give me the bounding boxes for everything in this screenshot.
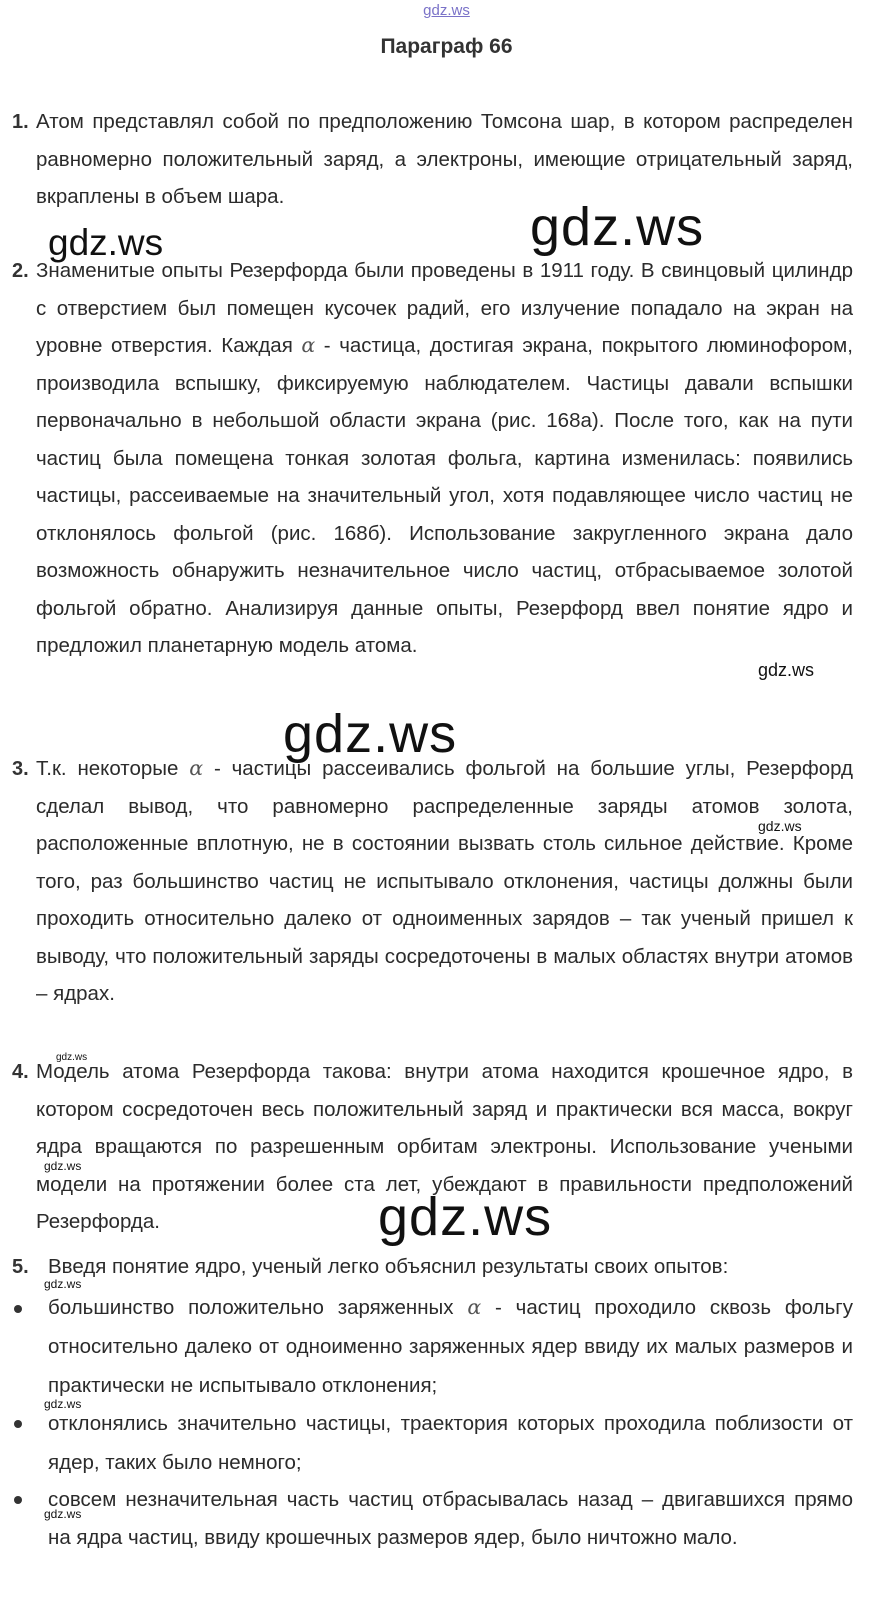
watermark-tiny: gdz.ws — [44, 1507, 82, 1521]
watermark-tiny: gdz.ws — [44, 1159, 82, 1173]
alpha-symbol: α — [467, 1295, 482, 1319]
item-text-2a: Знаменитые опыты Резерфорда были проведены в 1911 году. В свинцовый цилиндр с отверстием был помещен кусочек радий, его излучение попадало на экран на уровне отверстия. Каждая — [36, 259, 853, 357]
top-watermark: gdz.ws — [423, 2, 470, 19]
item-text-2 — [36, 252, 853, 665]
alpha-symbol: α — [301, 333, 316, 357]
item-text-1: Атом представлял собой по предположению Томсона шар, в котором распределен равномерно положительный заряд, а электроны, имеющие отрицательный заряд, вкраплены в объем шара. — [36, 110, 853, 208]
item-number-4: 4. — [12, 1061, 29, 1083]
item-text-4: Модель атома Резерфорда такова: внутри атома находится крошечное ядро, в котором сосредоточен весь положительный заряд и практически вся масса, вокруг ядра вращаются по разрешенным орбитам электроны. Использование учеными модели на протяжении более ста лет, убеждают в правильности предположений Резерфорда. — [36, 1060, 853, 1233]
bullet-text-1 — [48, 1288, 853, 1405]
item-number-5: 5. — [12, 1256, 29, 1278]
item-text-3b: - частицы рассеивались фольгой на большие углы, Резерфорд сделал вывод, что равномерно распределенные заряды атомов золота, расположенные вплотную, не в состоянии вызвать столь сильное действие. Кроме того, раз большинство частиц не испытывало отклонения, частицы должны были проходить относительно далеко от одноименных зарядов – так ученый пришел к выводу, что положительный заряды сосредоточены в малых областях внутри атомов – ядрах. — [36, 757, 854, 1005]
alpha-symbol: α — [189, 756, 204, 780]
bullet-text-2: отклонялись значительно частицы, траектория которых проходила поблизости от ядер, таких было немного; — [48, 1412, 853, 1474]
bullet-dot — [14, 1496, 22, 1504]
watermark-large: gdz.ws — [530, 197, 705, 257]
page-title: Параграф 66 — [380, 35, 513, 58]
item-text-3 — [36, 750, 853, 1013]
item-text-5: Введя понятие ядро, ученый легко объяснил результаты своих опытов: — [48, 1255, 729, 1278]
item-text-3a: Т.к. некоторые — [36, 757, 179, 780]
item-text-2b: - частица, достигая экрана, покрытого люминофором, производила вспышку, фиксируемую наблюдателем. Частицы давали вспышки первоначально в небольшой области экрана (рис. 168а). После того, как на пути частиц была помещена тонкая золотая фольга, картина изменилась: появились частицы, рассеиваемые на значительный угол, хотя подавляющее число частиц не отклонялось фольгой (рис. 168б). Использование закругленного экрана дало возможность обнаружить незначительное число частиц, отбрасываемое золотой фольгой обратно. Анализируя данные опыты, Резерфорд ввел понятие ядро и предложил планетарную модель атома. — [36, 334, 853, 657]
watermark-tiny: gdz.ws — [56, 1052, 88, 1063]
bullet-text-1a: большинство положительно заряженных — [48, 1296, 454, 1319]
bullet-dot — [14, 1420, 22, 1428]
watermark-medium: gdz.ws — [48, 222, 164, 263]
bullet-text-1b: - частиц проходило сквозь фольгу относительно далеко от одноименно заряженных ядер ввиду их малых размеров и практически не испытывало отклонения; — [48, 1296, 854, 1397]
item-number-1: 1. — [12, 111, 29, 133]
watermark-tiny: gdz.ws — [44, 1397, 82, 1411]
watermark-large: gdz.ws — [283, 704, 458, 764]
watermark-tiny: gdz.ws — [44, 1277, 82, 1291]
bullet-dot — [14, 1305, 22, 1313]
item-number-2: 2. — [12, 260, 29, 282]
watermark-small: gdz.ws — [758, 660, 815, 680]
watermark-small: gdz.ws — [758, 818, 802, 834]
item-number-3: 3. — [12, 758, 29, 780]
bullet-text-3: совсем незначительная часть частиц отбрасывалась назад – двигавшихся прямо на ядра частиц, ввиду крошечных размеров ядер, было ничтожно мало. — [48, 1488, 853, 1549]
watermark-large: gdz.ws — [378, 1187, 553, 1247]
